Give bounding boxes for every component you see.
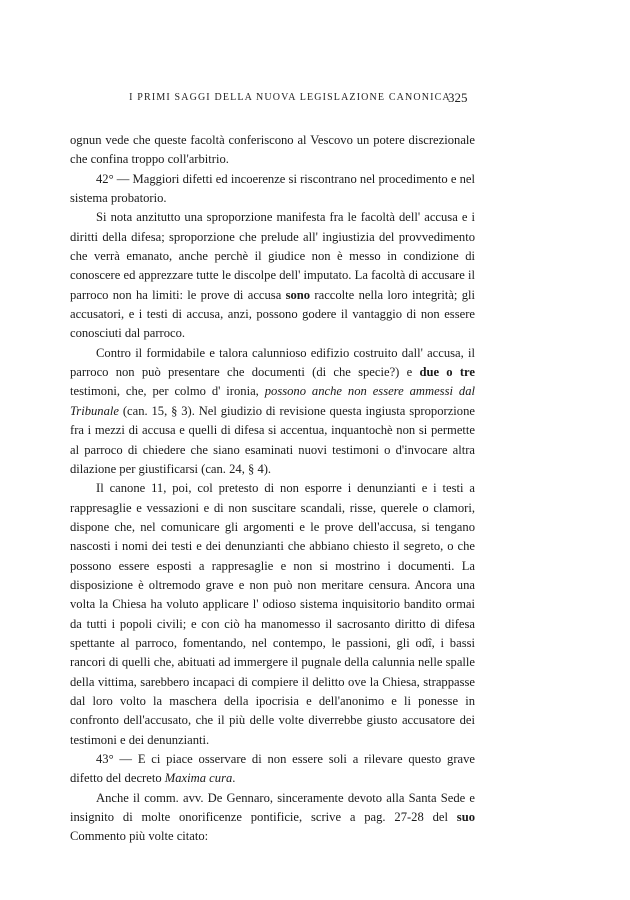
- decree-title: Maxima cura: [164, 771, 233, 786]
- paragraph-text: Si nota anzitutto una sproporzione manifesta fra le facoltà dell' accusa e i diritti della difesa; sproporzione che prelude all' ingiustizia del provvedimento che verrà emanato, anche perchè il giudice non è messo in condizione di conoscere ed apprezzare tutte le discolpe dell' imputato. La facoltà di accusare il parroco non ha limiti: le prove di accusa: [70, 210, 475, 302]
- paragraph-disproportion: [70, 208, 475, 343]
- paragraph-text: Commento più volte citato:: [70, 829, 209, 844]
- paragraph-text: Contro il formidabile e talora calunnioso edifizio costruito dall' accusa, il parroco non può presentare che documenti (di che specie?) e: [70, 345, 475, 380]
- italic-phrase: possono anche non essere ammessi dal Tribunale: [70, 384, 475, 418]
- paragraph-canon-11: Il canone 11, poi, col pretesto di non esporre i denunzianti e i testi a rappresaglie e vessazioni e di non suscitare scandali, risse, querele o clamori, dispone che, nel comunicare gli argomenti e le prove dell'accusa, si tengano nascosti i nomi dei testi e dei denunzianti che abbiano chiesto il segreto, o che possono essere esposti a rappresaglie e non si mostrino i documenti. La disposizione è oltremodo grave e non può non meritare censura. Ancora una volta la Chiesa ha voluto applicare l' odioso sistema inquisitorio bandito ormai da tutti i popoli civili; e con ciò ha manomesso il sacrosanto diritto di difesa spettante al parroco, fomentando, nel contempo, le passioni, gli odî, i bassi rancori di quelli che, abituati ad immergere il pugnale della calunnia nelle spalle della vittima, sarebbero incapaci di compiere il delitto ove la Chiesa, strappasse dal loro volto la maschera della ipocrisia e dell'anonimo e li ponesse in confronto dell'accusato, che il più delle volte diverrebbe giusto accusatore dei testimoni e dei denunzianti.: [70, 481, 475, 747]
- bold-phrase: due o tre: [419, 365, 475, 380]
- bold-word: sono: [285, 287, 311, 302]
- paragraph-text: (can. 15, § 3). Nel giudizio di revisione questa ingiusta sproporzione fra i mezzi di accusa e quelli di difesa si accentua, inquantochè non si permette al parroco di chiedere che siano esaminati nuovi testimoni o d'invocare altra dilazione per giustificarsi (can. 24, § 4).: [70, 403, 475, 476]
- paragraph-text: 43° — E ci piace osservare di non essere soli a rilevare questo grave difetto del decreto: [70, 752, 475, 786]
- running-title: I PRIMI SAGGI DELLA NUOVA LEGISLAZIONE CANONICA: [129, 92, 451, 103]
- paragraph-text: Anche il comm. avv. De Gennaro, sinceramente devoto alla Santa Sede e insignito di molte onorificenze pontificie, scrive a pag. 27-28 del: [70, 790, 475, 825]
- paragraph-defense: [70, 344, 475, 479]
- paragraph-continuation: ognun vede che queste facoltà conferiscono al Vescovo un potere discrezionale che confina troppo coll'arbitrio.: [70, 133, 475, 167]
- bold-word: suo: [456, 810, 475, 825]
- paragraph-section-43: [70, 750, 475, 789]
- page-number: 325: [448, 90, 468, 105]
- paragraph-text: raccolte nella loro integrità; gli accusatori, e i testi di accusa, anzi, possono godere il vantaggio di non essere conosciuti dal parroco.: [70, 287, 476, 341]
- paragraph-de-gennaro: [70, 789, 475, 847]
- paragraph-text: testimoni, che, per colmo d' ironia,: [70, 384, 265, 399]
- body-text: [70, 131, 475, 847]
- paragraph-section-42: 42° — Maggiori difetti ed incoerenze si riscontrano nel procedimento e nel sistema probatorio.: [70, 171, 475, 206]
- paragraph-text: .: [232, 771, 236, 786]
